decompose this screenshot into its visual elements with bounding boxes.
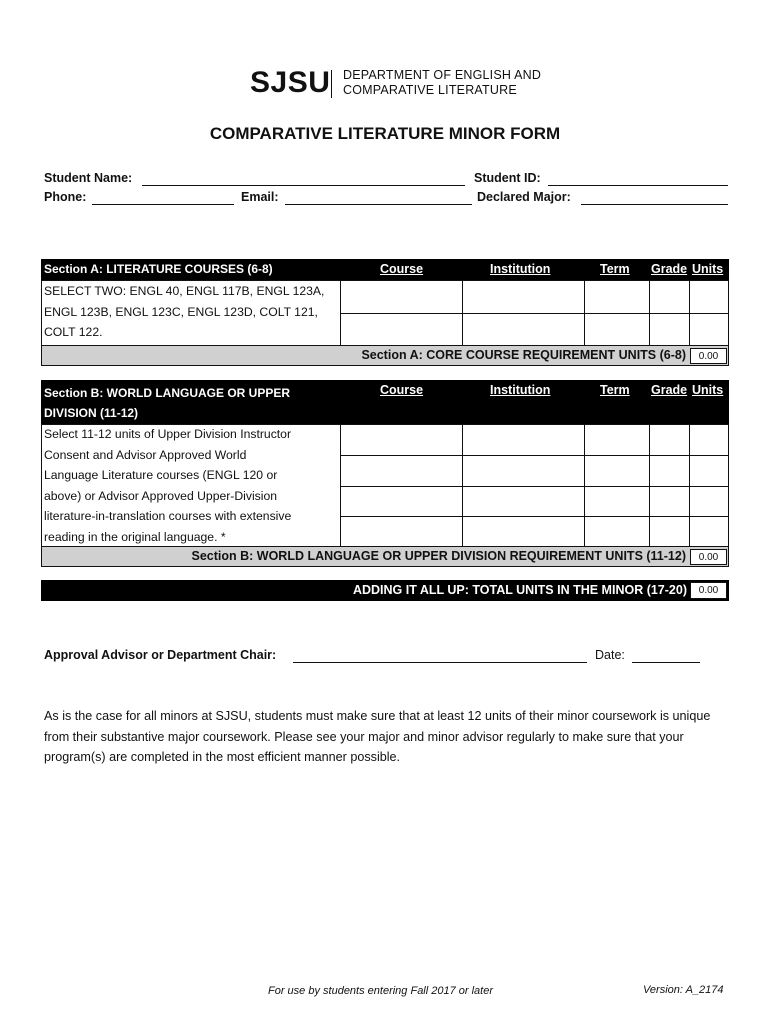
declared-major-field[interactable]: [581, 190, 728, 205]
section-b-desc-line: Select 11-12 units of Upper Division Instructor: [44, 427, 292, 441]
grand-total-bar: [41, 580, 729, 601]
grand-total-label: ADDING IT ALL UP: TOTAL UNITS IN THE MINOR (17-20): [352, 583, 687, 597]
section-b-title-line: Section B: WORLD LANGUAGE OR UPPER: [44, 386, 291, 400]
a-row2-course[interactable]: [340, 313, 463, 346]
b-row1-course[interactable]: [340, 424, 463, 456]
section-b-summary: [41, 546, 729, 567]
b-row3-institution[interactable]: [462, 486, 585, 517]
b-row4-institution[interactable]: [462, 516, 585, 547]
b-row1-units[interactable]: [689, 424, 729, 456]
department-name: [343, 68, 541, 98]
a-row2-institution[interactable]: [462, 313, 585, 346]
col-term-a: Term: [600, 262, 630, 276]
section-a-desc-line: COLT 122.: [44, 325, 103, 339]
b-row2-grade[interactable]: [649, 455, 690, 487]
b-row4-course[interactable]: [340, 516, 463, 547]
a-row2-grade[interactable]: [649, 313, 690, 346]
b-row4-units[interactable]: [689, 516, 729, 547]
b-row3-course[interactable]: [340, 486, 463, 517]
b-row3-grade[interactable]: [649, 486, 690, 517]
b-row1-term[interactable]: [584, 424, 650, 456]
col-course-b: Course: [380, 383, 424, 397]
approval-signature-field[interactable]: [293, 648, 587, 663]
b-row3-units[interactable]: [689, 486, 729, 517]
b-row1-grade[interactable]: [649, 424, 690, 456]
student-name-field[interactable]: [142, 171, 465, 186]
sjsu-logo: SJSU: [250, 66, 331, 99]
b-row2-institution[interactable]: [462, 455, 585, 487]
logo-divider: [331, 70, 332, 98]
a-row1-course[interactable]: [340, 280, 463, 314]
col-institution-b: Institution: [490, 383, 551, 397]
section-b-total: 0.00: [690, 549, 727, 565]
col-grade-a: Grade: [651, 262, 688, 276]
a-row1-institution[interactable]: [462, 280, 585, 314]
a-row2-units[interactable]: [689, 313, 729, 346]
col-institution-a: Institution: [490, 262, 551, 276]
a-row1-units[interactable]: [689, 280, 729, 314]
col-grade-b: Grade: [651, 383, 688, 397]
section-b-desc-line: above) or Advisor Approved Upper-Division: [44, 488, 278, 503]
section-b-desc-line: Consent and Advisor Approved World: [44, 447, 247, 462]
section-a-desc-line: ENGL 123B, ENGL 123C, ENGL 123D, COLT 121,: [44, 304, 318, 319]
col-course-a: Course: [380, 262, 424, 276]
a-row1-term[interactable]: [584, 280, 650, 314]
section-b-title: [44, 383, 290, 423]
b-row2-course[interactable]: [340, 455, 463, 487]
b-row2-units[interactable]: [689, 455, 729, 487]
approval-label: Approval Advisor or Department Chair:: [44, 648, 277, 662]
b-row4-term[interactable]: [584, 516, 650, 547]
footer-eligibility: For use by students entering Fall 2017 or later: [268, 985, 494, 997]
department-line-2: COMPARATIVE LITERATURE: [343, 83, 517, 97]
declared-major-label: Declared Major:: [477, 190, 571, 204]
section-b-description: [44, 424, 340, 547]
department-line-1: DEPARTMENT OF ENGLISH AND: [343, 68, 542, 82]
b-row1-institution[interactable]: [462, 424, 585, 456]
a-row1-grade[interactable]: [649, 280, 690, 314]
section-a-summary-label: Section A: CORE COURSE REQUIREMENT UNITS (6-8): [361, 348, 686, 362]
student-name-label: Student Name:: [44, 171, 133, 185]
student-id-field[interactable]: [548, 171, 728, 186]
section-b-desc-line: literature-in-translation courses with extensive: [44, 509, 292, 523]
email-label: Email:: [241, 190, 279, 204]
phone-field[interactable]: [92, 190, 234, 205]
student-id-label: Student ID:: [474, 171, 541, 185]
date-label: Date:: [595, 648, 625, 662]
email-field[interactable]: [285, 190, 472, 205]
b-row3-term[interactable]: [584, 486, 650, 517]
section-b-title-line: DIVISION (11-12): [44, 406, 139, 420]
section-a-summary: [41, 345, 729, 366]
section-b-desc-line: reading in the original language. *: [44, 529, 226, 544]
date-field[interactable]: [632, 648, 700, 663]
section-a-title: Section A: LITERATURE COURSES (6-8): [44, 262, 273, 276]
coursework-note: As is the case for all minors at SJSU, students must make sure that at least 12 units of their minor coursework is unique from their substantive major coursework. Please see your major and minor advisor regularly to make sure that your program(s) are completed in the most efficient manner possible.: [44, 709, 711, 764]
footer-version: Version: A_2174: [643, 984, 724, 996]
section-a-total: 0.00: [690, 348, 727, 364]
col-term-b: Term: [600, 383, 630, 397]
col-units-a: Units: [692, 262, 724, 276]
phone-label: Phone:: [44, 190, 87, 204]
b-row2-term[interactable]: [584, 455, 650, 487]
grand-total-value: 0.00: [690, 582, 727, 599]
col-units-b: Units: [692, 383, 724, 397]
a-row2-term[interactable]: [584, 313, 650, 346]
form-title: COMPARATIVE LITERATURE MINOR FORM: [209, 124, 561, 143]
b-row4-grade[interactable]: [649, 516, 690, 547]
section-b-summary-label: Section B: WORLD LANGUAGE OR UPPER DIVISION REQUIREMENT UNITS (11-12): [191, 549, 686, 563]
section-b-desc-line: Language Literature courses (ENGL 120 or: [44, 468, 278, 482]
section-a-desc-line: SELECT TWO: ENGL 40, ENGL 117B, ENGL 123A,: [44, 284, 325, 298]
section-a-description: [44, 281, 340, 343]
